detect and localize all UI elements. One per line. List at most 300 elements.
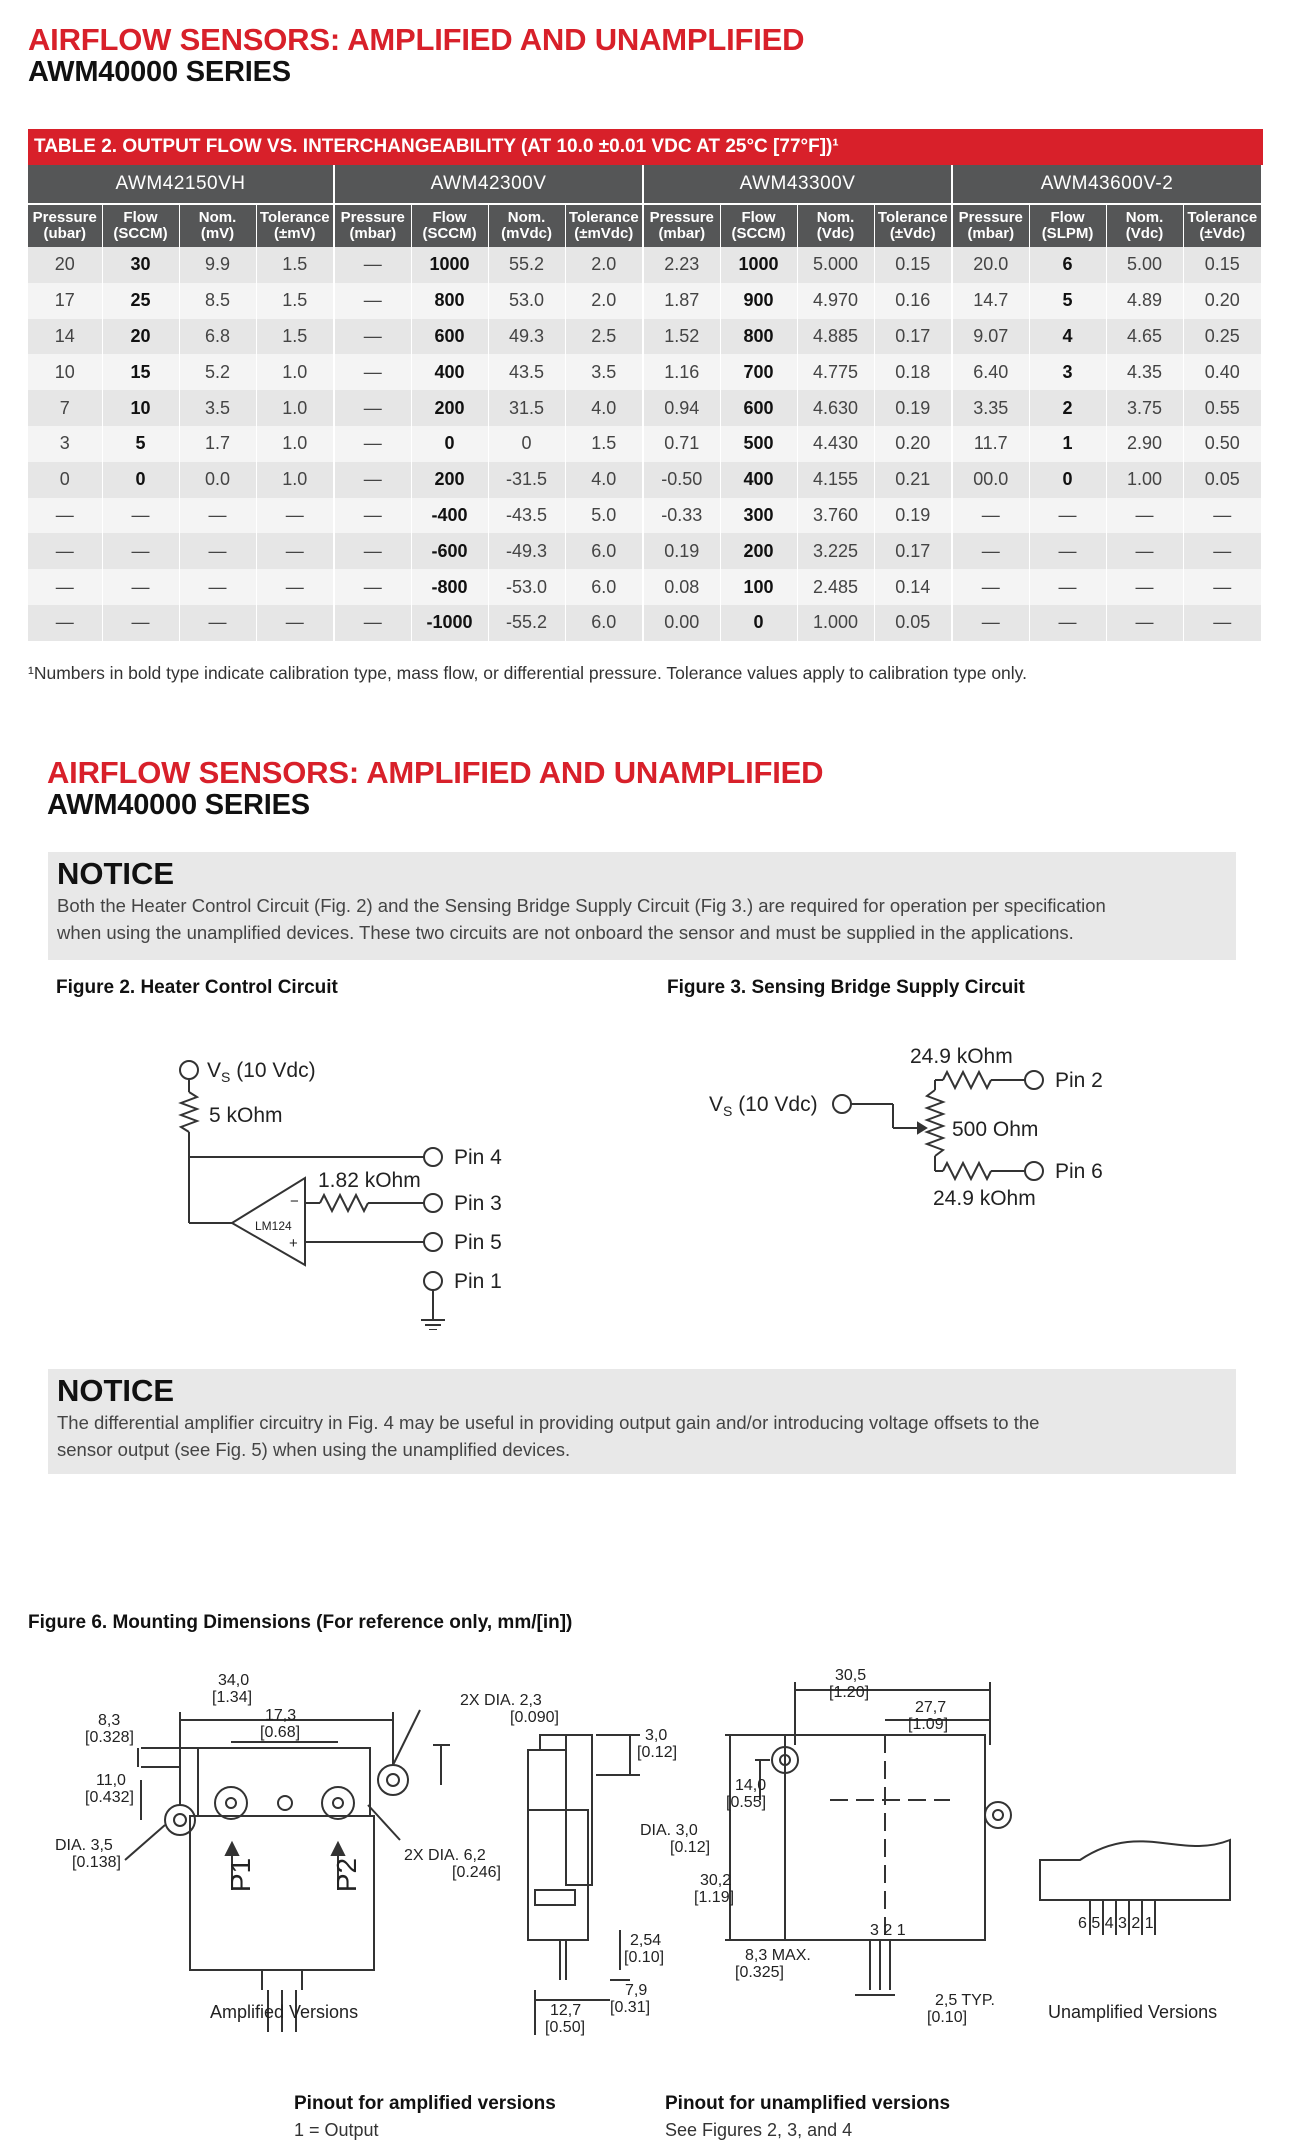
table-row xyxy=(28,533,1262,569)
table-cell: — xyxy=(334,426,411,462)
table-cell: 0.55 xyxy=(1183,390,1262,426)
table-cell: -53.0 xyxy=(488,569,565,605)
table-cell: — xyxy=(102,605,179,641)
table-cell: 0.20 xyxy=(1183,283,1262,319)
table-cell: 4.65 xyxy=(1106,319,1183,355)
series-subtitle: AWM40000 SERIES xyxy=(28,56,291,88)
dim-label: [1.09] xyxy=(908,1716,949,1733)
table-cell: 600 xyxy=(720,390,797,426)
column-header-line: Flow xyxy=(741,209,776,226)
table-cell: 1.5 xyxy=(256,283,334,319)
table-cell: 1.52 xyxy=(643,319,720,355)
group-header: AWM43600V-2 xyxy=(952,165,1262,204)
column-header xyxy=(874,204,952,247)
column-header-unit: (±Vdc) xyxy=(889,225,936,242)
column-header-line: Nom. xyxy=(1125,209,1164,226)
table-cell: 0.40 xyxy=(1183,354,1262,390)
table-cell: 4.885 xyxy=(797,319,874,355)
table-cell: -43.5 xyxy=(488,498,565,534)
table-cell: 1.16 xyxy=(643,354,720,390)
port-label: P2 xyxy=(331,1857,362,1893)
table-cell: 0 xyxy=(411,426,488,462)
column-header-unit: (±mV) xyxy=(273,225,316,242)
column-header-unit: (SCCM) xyxy=(113,225,168,242)
notice-title: NOTICE xyxy=(57,1373,175,1408)
table-cell: 5 xyxy=(102,426,179,462)
table-cell: 4.775 xyxy=(797,354,874,390)
table-cell: 100 xyxy=(720,569,797,605)
table-cell: — xyxy=(1029,533,1106,569)
table-cell: 0.19 xyxy=(874,498,952,534)
table-cell: 2.485 xyxy=(797,569,874,605)
table-cell: 10 xyxy=(102,390,179,426)
pin-label: Pin 2 xyxy=(1055,1069,1103,1092)
table-cell: 3.35 xyxy=(952,390,1029,426)
table-cell: 1.0 xyxy=(256,426,334,462)
table-row xyxy=(28,390,1262,426)
table-cell: — xyxy=(952,498,1029,534)
table-cell: -0.33 xyxy=(643,498,720,534)
table-cell: 11.7 xyxy=(952,426,1029,462)
table-cell: 300 xyxy=(720,498,797,534)
dim-label: [0.432] xyxy=(85,1789,134,1806)
notice-text xyxy=(57,892,1106,946)
column-header-line: Pressure xyxy=(958,209,1023,226)
table-cell: 9.07 xyxy=(952,319,1029,355)
table-cell: 200 xyxy=(411,462,488,498)
table-cell: 1 xyxy=(1029,426,1106,462)
table-cell: 14 xyxy=(28,319,102,355)
table-cell: 3.760 xyxy=(797,498,874,534)
table-cell: 2 xyxy=(1029,390,1106,426)
table-cell: 8.5 xyxy=(179,283,256,319)
column-header xyxy=(1106,204,1183,247)
table-cell: 0.0 xyxy=(179,462,256,498)
dim-label: [0.325] xyxy=(735,1964,784,1981)
table-cell: — xyxy=(102,498,179,534)
table-cell: -1000 xyxy=(411,605,488,641)
table-row xyxy=(28,462,1262,498)
page-title: AIRFLOW SENSORS: AMPLIFIED AND UNAMPLIFIED xyxy=(28,22,805,57)
dim-label: [0.138] xyxy=(72,1854,121,1871)
dim-label: [1.19] xyxy=(694,1889,735,1906)
table-cell: 3.5 xyxy=(565,354,643,390)
table-cell: 700 xyxy=(720,354,797,390)
notice-line: sensor output (see Fig. 5) when using the unamplified devices. xyxy=(57,1439,571,1460)
table-cell: 55.2 xyxy=(488,247,565,283)
table-cell: 0.19 xyxy=(643,533,720,569)
dim-label: 2X DIA. 2,3 xyxy=(460,1692,542,1709)
vs-label: $V_S$ (10 Vdc) xyxy=(207,1059,316,1085)
column-header-line: Nom. xyxy=(198,209,237,226)
table-cell: 0.16 xyxy=(874,283,952,319)
column-header-unit: (Vdc) xyxy=(816,225,855,242)
group-header: AWM43300V xyxy=(643,165,952,204)
column-header xyxy=(179,204,256,247)
table-cell: 1.5 xyxy=(256,319,334,355)
dim-label: [0.50] xyxy=(545,2019,586,2036)
table-cell: — xyxy=(952,569,1029,605)
table-cell: -400 xyxy=(411,498,488,534)
notice-box xyxy=(48,1369,1236,1474)
opamp-label: LM124 xyxy=(255,1219,292,1233)
table-cell: 0.17 xyxy=(874,533,952,569)
table-cell: 6 xyxy=(1029,247,1106,283)
dim-label: 17,3 xyxy=(265,1707,297,1724)
dim-label: 3,0 xyxy=(645,1727,668,1744)
table-cell: — xyxy=(1183,533,1262,569)
column-header-line: Flow xyxy=(123,209,158,226)
table-cell: — xyxy=(1029,498,1106,534)
dim-label: [1.20] xyxy=(829,1684,870,1701)
table-cell: 4.155 xyxy=(797,462,874,498)
table-cell: 0.21 xyxy=(874,462,952,498)
table-cell: -0.50 xyxy=(643,462,720,498)
column-header-unit: (mbar) xyxy=(658,225,706,242)
table-cell: 0.71 xyxy=(643,426,720,462)
unamplified-label: Unamplified Versions xyxy=(1048,2002,1218,2022)
column-header-unit: (ubar) xyxy=(43,225,86,242)
table-cell: 1000 xyxy=(411,247,488,283)
column-header xyxy=(256,204,334,247)
table-cell: 0.17 xyxy=(874,319,952,355)
dim-label: [0.10] xyxy=(927,2009,968,2026)
table-cell: — xyxy=(1106,569,1183,605)
table-cell: 3 xyxy=(1029,354,1106,390)
table-cell: 17 xyxy=(28,283,102,319)
table-cell: 1.0 xyxy=(256,354,334,390)
table-cell: 200 xyxy=(720,533,797,569)
table-cell: 31.5 xyxy=(488,390,565,426)
column-header-unit: (mbar) xyxy=(967,225,1015,242)
table-cell: 3 xyxy=(28,426,102,462)
table-cell: 15 xyxy=(102,354,179,390)
table-cell: 0 xyxy=(102,462,179,498)
table-cell: 500 xyxy=(720,426,797,462)
fig2-caption: Figure 2. Heater Control Circuit xyxy=(56,977,338,998)
table-cell: 1.000 xyxy=(797,605,874,641)
table-cell: 2.5 xyxy=(565,319,643,355)
table-cell: 9.9 xyxy=(179,247,256,283)
column-header-line: Flow xyxy=(432,209,467,226)
table-cell: 0.00 xyxy=(643,605,720,641)
table-cell: 6.0 xyxy=(565,605,643,641)
table-cell: 0.19 xyxy=(874,390,952,426)
pinout-unamp-line: See Figures 2, 3, and 4 xyxy=(665,2120,853,2140)
column-header-unit: (±Vdc) xyxy=(1199,225,1246,242)
table-cell: — xyxy=(256,569,334,605)
table-cell: 1.0 xyxy=(256,390,334,426)
group-header: AWM42150VH xyxy=(28,165,334,204)
table-cell: — xyxy=(102,533,179,569)
table-cell: 1.7 xyxy=(179,426,256,462)
column-header-unit: (Vdc) xyxy=(1125,225,1164,242)
dim-label: 8,3 MAX. xyxy=(745,1947,811,1964)
table-cell: — xyxy=(28,533,102,569)
table-cell: 5 xyxy=(1029,283,1106,319)
column-header-line: Pressure xyxy=(340,209,405,226)
table-cell: — xyxy=(179,569,256,605)
pin-numbers: 6 5 4 3 2 1 xyxy=(1078,1915,1154,1932)
table-cell: 4.89 xyxy=(1106,283,1183,319)
table-cell: 5.2 xyxy=(179,354,256,390)
table-footnote: ¹Numbers in bold type indicate calibration type, mass flow, or differential pressure. Tolerance values apply to calibration type only. xyxy=(28,663,1027,683)
table-row xyxy=(28,354,1262,390)
column-header xyxy=(334,204,411,247)
group-header: AWM42300V xyxy=(334,165,643,204)
dim-label: [1.34] xyxy=(212,1689,253,1706)
dim-label: DIA. 3,0 xyxy=(640,1822,698,1839)
table-cell: 1000 xyxy=(720,247,797,283)
table-cell: — xyxy=(334,533,411,569)
table-cell: 400 xyxy=(720,462,797,498)
column-header-unit: (±mVdc) xyxy=(574,225,634,242)
column-header-unit: (SLPM) xyxy=(1041,225,1094,242)
table-cell: 0.15 xyxy=(1183,247,1262,283)
dim-label: 30,2 xyxy=(700,1872,732,1889)
table-cell: — xyxy=(334,390,411,426)
table-cell: 4.0 xyxy=(565,462,643,498)
dim-label: [0.12] xyxy=(637,1744,678,1761)
table-cell: 0.18 xyxy=(874,354,952,390)
table-cell: 1.87 xyxy=(643,283,720,319)
table-cell: -800 xyxy=(411,569,488,605)
dim-label: 30,5 xyxy=(835,1667,867,1684)
table-cell: — xyxy=(179,498,256,534)
dim-label: [0.090] xyxy=(510,1709,559,1726)
column-header-unit: (SCCM) xyxy=(422,225,477,242)
table-cell: 4.0 xyxy=(565,390,643,426)
table-row xyxy=(28,569,1262,605)
table-cell: 0 xyxy=(720,605,797,641)
table-cell: 4.430 xyxy=(797,426,874,462)
table-cell: 1.00 xyxy=(1106,462,1183,498)
dim-label: [0.246] xyxy=(452,1864,501,1881)
table-cell: — xyxy=(334,498,411,534)
table-cell: 1.0 xyxy=(256,462,334,498)
dim-label: [0.55] xyxy=(726,1794,767,1811)
table-cell: 00.0 xyxy=(952,462,1029,498)
table-cell: 0.15 xyxy=(874,247,952,283)
notice-line: when using the unamplified devices. These two circuits are not onboard the sensor and must be supplied in the applications. xyxy=(57,922,1074,943)
port-label: P1 xyxy=(225,1857,256,1893)
table-cell: 10 xyxy=(28,354,102,390)
table-cell: 800 xyxy=(720,319,797,355)
column-header-line: Nom. xyxy=(507,209,546,226)
resistor-label: 5 kOhm xyxy=(209,1104,283,1127)
column-header-line: Tolerance xyxy=(1187,209,1258,226)
column-header-line: Tolerance xyxy=(568,209,639,226)
column-header xyxy=(1183,204,1262,247)
table-cell: — xyxy=(1183,498,1262,534)
table-cell: — xyxy=(256,533,334,569)
dim-label: [0.31] xyxy=(610,1999,651,2016)
column-header-unit: (mbar) xyxy=(349,225,397,242)
column-header-line: Pressure xyxy=(649,209,714,226)
dim-label: 12,7 xyxy=(550,2002,582,2019)
table-cell: 7 xyxy=(28,390,102,426)
column-header xyxy=(488,204,565,247)
table-row xyxy=(28,319,1262,355)
column-header xyxy=(102,204,179,247)
dim-label: 7,9 xyxy=(625,1982,648,1999)
table-cell: — xyxy=(334,354,411,390)
table-row xyxy=(28,498,1262,534)
vs-label: $V_S$ (10 Vdc) xyxy=(709,1093,818,1119)
flow-table xyxy=(28,129,1263,641)
table-cell: — xyxy=(334,319,411,355)
minus-sign: − xyxy=(290,1193,299,1210)
table-row xyxy=(28,247,1262,283)
table-cell: — xyxy=(28,498,102,534)
table-cell: 6.8 xyxy=(179,319,256,355)
table-cell: — xyxy=(334,569,411,605)
fig6-caption: Figure 6. Mounting Dimensions (For reference only, mm/[in]) xyxy=(28,1612,573,1633)
table-cell: 5.00 xyxy=(1106,247,1183,283)
dim-label: 11,0 xyxy=(96,1772,126,1789)
table-cell: 6.0 xyxy=(565,569,643,605)
mounting-dimensions-drawing xyxy=(0,1660,1289,2040)
column-header xyxy=(952,204,1029,247)
table-cell: — xyxy=(1106,605,1183,641)
dim-label: [0.328] xyxy=(85,1729,134,1746)
table-cell: — xyxy=(952,533,1029,569)
table-cell: 0.05 xyxy=(1183,462,1262,498)
table-cell: 0.14 xyxy=(874,569,952,605)
table-cell: — xyxy=(1029,569,1106,605)
table-cell: 4.970 xyxy=(797,283,874,319)
table-cell: — xyxy=(1183,569,1262,605)
fig3-caption: Figure 3. Sensing Bridge Supply Circuit xyxy=(667,977,1025,998)
table-cell: 0.50 xyxy=(1183,426,1262,462)
table-cell: 200 xyxy=(411,390,488,426)
pin-label: Pin 6 xyxy=(1055,1160,1103,1183)
table-cell: — xyxy=(334,605,411,641)
bridge-supply-circuit xyxy=(640,1030,1160,1230)
table-cell: — xyxy=(334,247,411,283)
table-cell: 0.05 xyxy=(874,605,952,641)
table-cell: — xyxy=(28,569,102,605)
table-cell: 0 xyxy=(28,462,102,498)
pin-numbers: 3 2 1 xyxy=(870,1922,906,1939)
column-header xyxy=(565,204,643,247)
column-header xyxy=(411,204,488,247)
pinout-amp-line: 1 = Output xyxy=(294,2120,379,2140)
table-cell: 1.5 xyxy=(565,426,643,462)
dim-label: [0.68] xyxy=(260,1724,301,1741)
resistor-label: 500 Ohm xyxy=(952,1118,1039,1141)
dim-label: [0.12] xyxy=(670,1839,711,1856)
table-cell: 2.0 xyxy=(565,283,643,319)
table-cell: 800 xyxy=(411,283,488,319)
table-cell: 25 xyxy=(102,283,179,319)
column-header-unit: (mVdc) xyxy=(501,225,552,242)
table-cell: 600 xyxy=(411,319,488,355)
dim-label: 2,5 TYP. xyxy=(935,1992,995,2009)
table-cell: 0.08 xyxy=(643,569,720,605)
table-cell: 20.0 xyxy=(952,247,1029,283)
notice-line: The differential amplifier circuitry in Fig. 4 may be useful in providing output gain and/or introducing voltage offsets to the xyxy=(57,1412,1040,1433)
table-cell: 0.94 xyxy=(643,390,720,426)
amplified-label: Amplified Versions xyxy=(210,2002,359,2022)
column-header xyxy=(28,204,102,247)
column-header-line: Tolerance xyxy=(877,209,948,226)
table-cell: 4 xyxy=(1029,319,1106,355)
table-cell: 1.5 xyxy=(256,247,334,283)
dim-label: DIA. 3,5 xyxy=(55,1837,113,1854)
resistor-label: 1.82 kOhm xyxy=(318,1169,421,1192)
table-cell: — xyxy=(179,533,256,569)
pinout-unamp-title: Pinout for unamplified versions xyxy=(665,2093,951,2114)
column-header-unit: (mV) xyxy=(200,225,235,242)
table-cell: 900 xyxy=(720,283,797,319)
table-cell: 20 xyxy=(102,319,179,355)
table-cell: 14.7 xyxy=(952,283,1029,319)
table-row xyxy=(28,426,1262,462)
dim-label: 2X DIA. 6,2 xyxy=(404,1847,486,1864)
table-cell: — xyxy=(334,462,411,498)
table-cell: 400 xyxy=(411,354,488,390)
table-cell: 43.5 xyxy=(488,354,565,390)
notice-line: Both the Heater Control Circuit (Fig. 2) and the Sensing Bridge Supply Circuit (Fig 3.) are required for operation per specification xyxy=(57,895,1106,916)
table-row xyxy=(28,283,1262,319)
dim-label: 8,3 xyxy=(98,1712,121,1729)
table-cell: -49.3 xyxy=(488,533,565,569)
table-cell: — xyxy=(102,569,179,605)
table-cell: 2.0 xyxy=(565,247,643,283)
table-cell: 3.75 xyxy=(1106,390,1183,426)
table-cell: — xyxy=(28,605,102,641)
column-header-line: Tolerance xyxy=(259,209,330,226)
table-cell: 2.23 xyxy=(643,247,720,283)
notice-title: NOTICE xyxy=(57,856,175,891)
table-cell: 5.000 xyxy=(797,247,874,283)
dim-label: 34,0 xyxy=(218,1672,250,1689)
table-cell: — xyxy=(334,283,411,319)
table-cell: 0.20 xyxy=(874,426,952,462)
table-cell: 0 xyxy=(488,426,565,462)
table-cell: — xyxy=(952,605,1029,641)
resistor-label: 24.9 kOhm xyxy=(933,1187,1036,1210)
table-cell: 0.25 xyxy=(1183,319,1262,355)
table-cell: 49.3 xyxy=(488,319,565,355)
table-cell: 30 xyxy=(102,247,179,283)
table-title: TABLE 2. OUTPUT FLOW VS. INTERCHANGEABILITY (AT 10.0 ±0.01 VDC AT 25°C [77°F])¹ xyxy=(28,129,1263,165)
table-cell: -31.5 xyxy=(488,462,565,498)
table-cell: 6.0 xyxy=(565,533,643,569)
table-cell: 2.90 xyxy=(1106,426,1183,462)
table-cell: — xyxy=(256,605,334,641)
table-cell: — xyxy=(256,498,334,534)
section-title: AIRFLOW SENSORS: AMPLIFIED AND UNAMPLIFIED xyxy=(47,755,824,790)
table-cell: 20 xyxy=(28,247,102,283)
table-cell: 6.40 xyxy=(952,354,1029,390)
column-header-line: Nom. xyxy=(816,209,855,226)
pin-label: Pin 3 xyxy=(454,1192,502,1215)
dim-label: 14,0 xyxy=(735,1777,767,1794)
table-cell: 4.630 xyxy=(797,390,874,426)
pin-label: Pin 4 xyxy=(454,1146,502,1169)
table-cell: 3.5 xyxy=(179,390,256,426)
column-header-unit: (SCCM) xyxy=(731,225,786,242)
table-cell: 0 xyxy=(1029,462,1106,498)
table-cell: — xyxy=(1183,605,1262,641)
plus-sign: + xyxy=(289,1235,298,1252)
dim-label: 27,7 xyxy=(915,1699,947,1716)
table-cell: — xyxy=(179,605,256,641)
section-subtitle: AWM40000 SERIES xyxy=(47,789,310,821)
dim-label: [0.10] xyxy=(624,1949,665,1966)
